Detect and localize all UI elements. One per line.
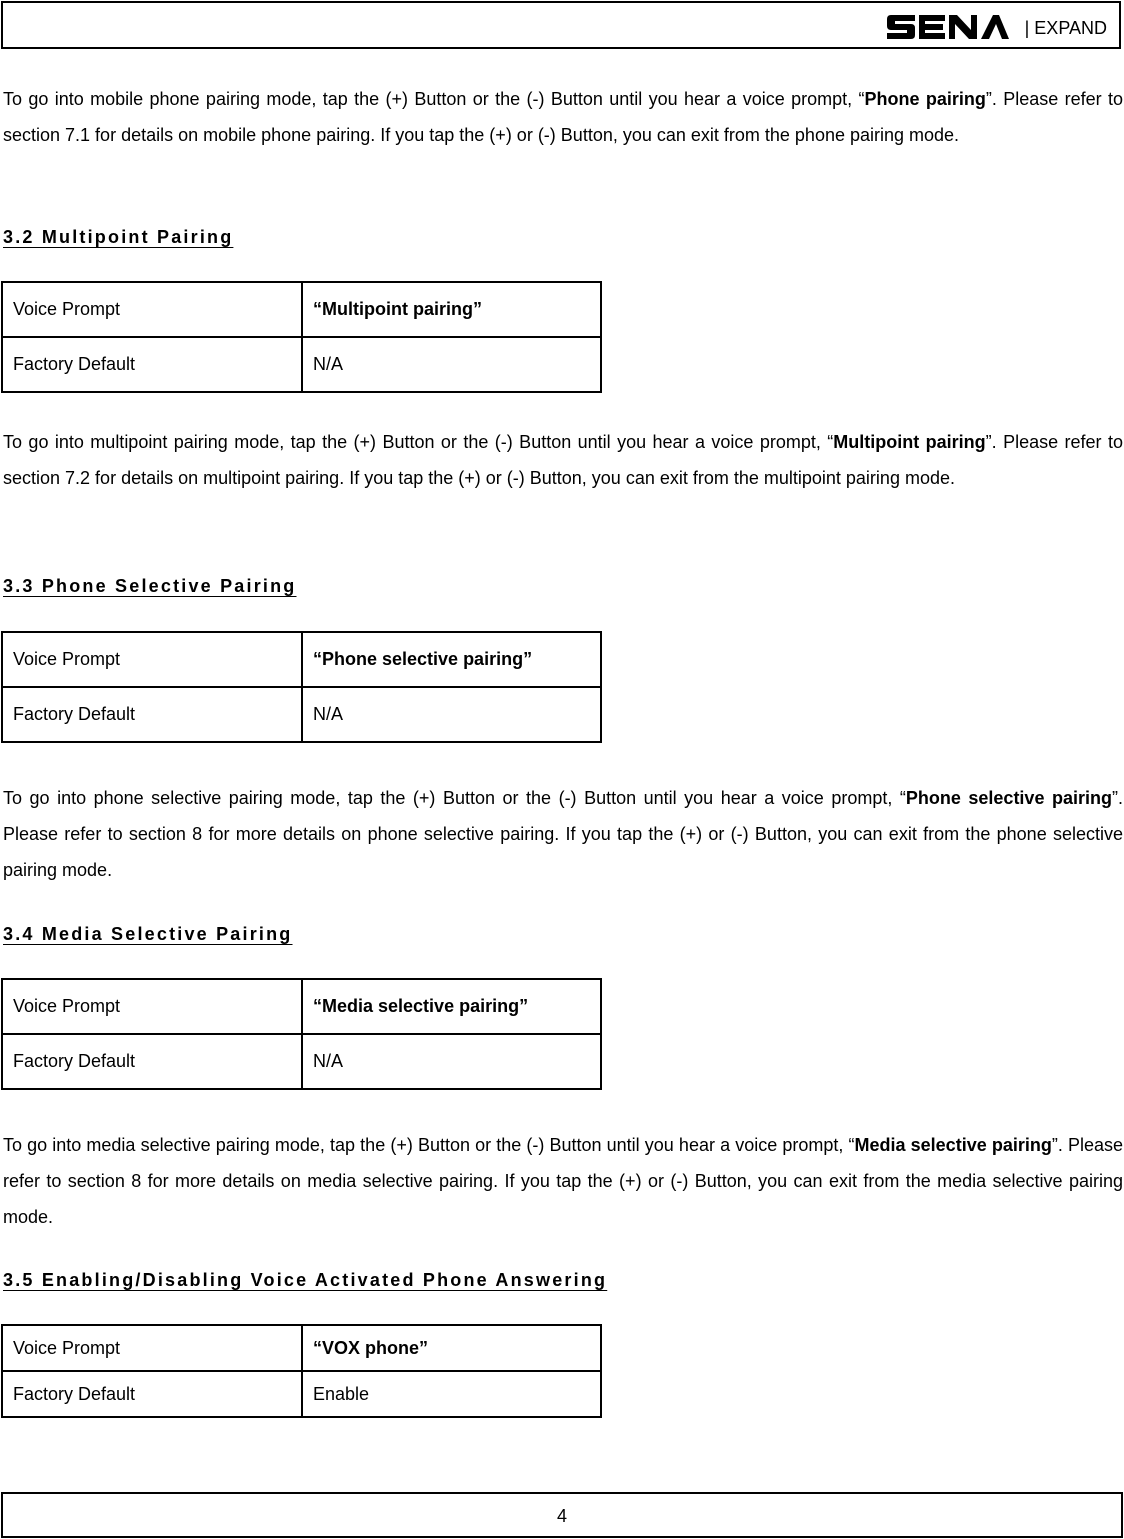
phone-selective-pairing-table xyxy=(1,631,602,743)
table-cell-value: N/A xyxy=(302,1034,601,1089)
section-heading-phone-selective-pairing: 3.3 Phone Selective Pairing xyxy=(3,576,297,596)
table-row xyxy=(2,1371,601,1417)
table-row xyxy=(2,979,601,1034)
page-header xyxy=(1,1,1121,49)
table-cell-label: Voice Prompt xyxy=(2,979,302,1034)
table-cell-value: N/A xyxy=(302,687,601,742)
multipoint-pairing-paragraph: To go into multipoint pairing mode, tap the (+) Button or the (-) Button until you hear a voice prompt, “Multipoint pairing”. Please refer to section 7.2 for details on multipoint pairing. If you tap the (+) or (-) Button, you can exit from the multipoint pairing mode. xyxy=(3,432,1123,488)
media-selective-pairing-paragraph: To go into media selective pairing mode, tap the (+) Button or the (-) Button until you hear a voice prompt, “Media selective pairing”. Please refer to section 8 for more details on media selective pairing. If you tap the (+) or (-) Button, you can exit from the media selective pairing mode. xyxy=(3,1135,1123,1227)
table-cell-value: “VOX phone” xyxy=(302,1325,601,1371)
table-cell-label: Voice Prompt xyxy=(2,632,302,687)
media-selective-pairing-table xyxy=(1,978,602,1090)
table-cell-label: Factory Default xyxy=(2,1371,302,1417)
table-cell-value: “Phone selective pairing” xyxy=(302,632,601,687)
sena-logo xyxy=(887,15,1009,39)
section-heading-multipoint-pairing: 3.2 Multipoint Pairing xyxy=(3,227,234,247)
phone-selective-pairing-paragraph: To go into phone selective pairing mode, tap the (+) Button or the (-) Button until you hear a voice prompt, “Phone selective pairing”. Please refer to section 8 for more details on phone selective pairing. If you tap the (+) or (-) Button, you can exit from the phone selective pairing mode. xyxy=(3,788,1123,880)
table-cell-value: “Multipoint pairing” xyxy=(302,282,601,337)
table-row xyxy=(2,632,601,687)
table-cell-label: Voice Prompt xyxy=(2,1325,302,1371)
page-number: 4 xyxy=(556,1506,567,1526)
table-cell-label: Factory Default xyxy=(2,687,302,742)
table-row xyxy=(2,1034,601,1089)
multipoint-pairing-table xyxy=(1,281,602,393)
section-heading-media-selective-pairing: 3.4 Media Selective Pairing xyxy=(3,924,293,944)
table-row xyxy=(2,687,601,742)
table-cell-label: Factory Default xyxy=(2,1034,302,1089)
table-cell-label: Factory Default xyxy=(2,337,302,392)
table-cell-label: Voice Prompt xyxy=(2,282,302,337)
table-cell-value: N/A xyxy=(302,337,601,392)
table-cell-value: “Media selective pairing” xyxy=(302,979,601,1034)
model-name: | EXPAND xyxy=(1024,18,1107,38)
vox-phone-table xyxy=(1,1324,602,1418)
table-row xyxy=(2,1325,601,1371)
section-heading-vox-phone: 3.5 Enabling/Disabling Voice Activated Phone Answering xyxy=(3,1270,608,1290)
intro-paragraph: To go into mobile phone pairing mode, tap the (+) Button or the (-) Button until you hear a voice prompt, “Phone pairing”. Please refer to section 7.1 for details on mobile phone pairing. If you tap the (+) or (-) Button, you can exit from the phone pairing mode. xyxy=(3,89,1124,145)
table-row xyxy=(2,282,601,337)
page-footer xyxy=(1,1492,1123,1538)
table-cell-value: Enable xyxy=(302,1371,601,1417)
table-row xyxy=(2,337,601,392)
